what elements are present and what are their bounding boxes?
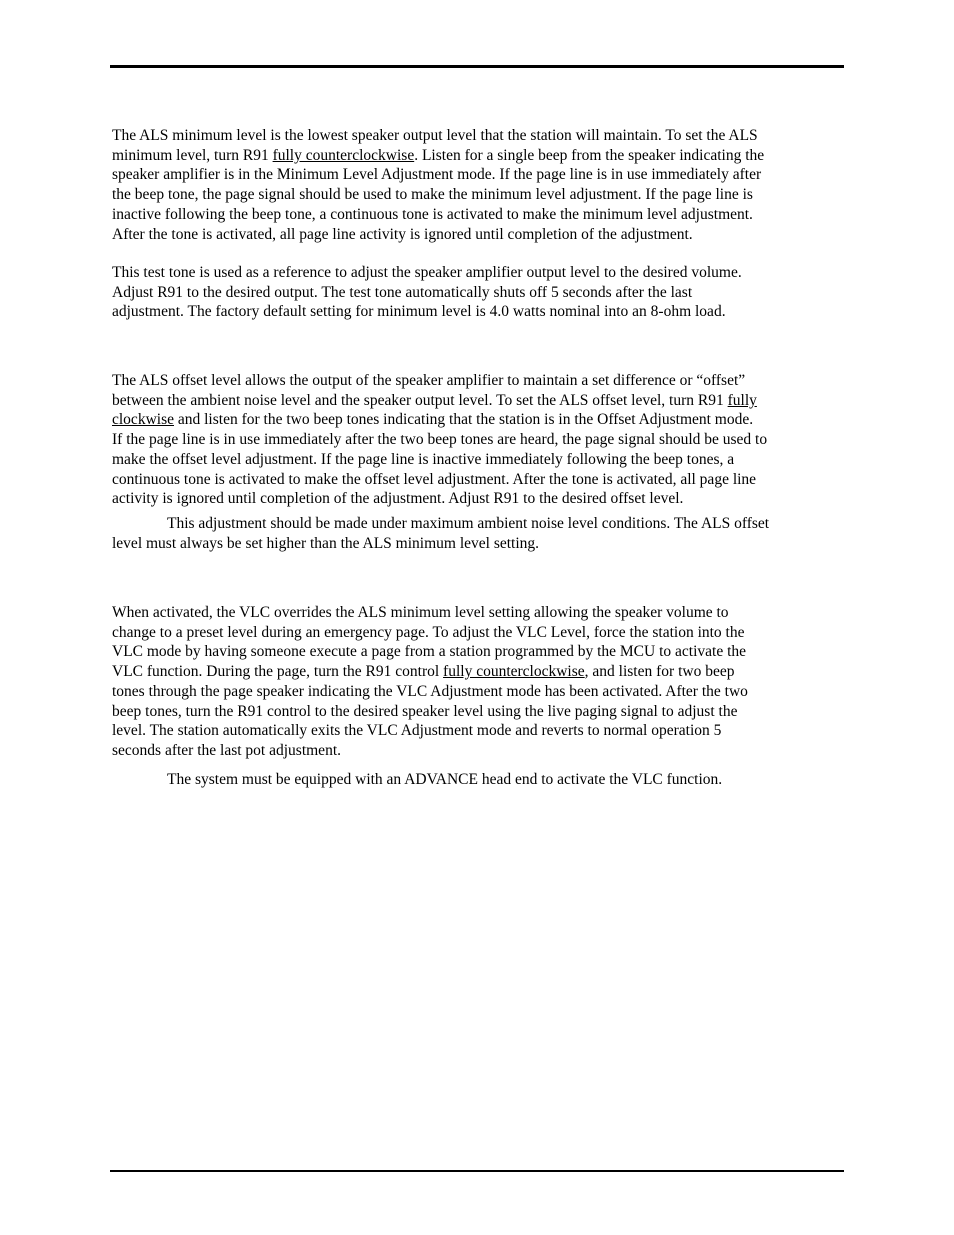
text-line: The ALS minimum level is the lowest speaker output level that the station will maintain. To set the ALS — [112, 127, 758, 144]
underlined-term: fully — [727, 391, 757, 409]
text-line: between the ambient noise level and the speaker output level. To set the ALS offset level, turn R91 fully — [112, 391, 757, 409]
test-tone-paragraph — [112, 263, 844, 322]
text-line: This adjustment should be made under maximum ambient noise level conditions. The ALS offset — [167, 515, 770, 532]
text-line: change to a preset level during an emergency page. To adjust the VLC Level, force the station into the — [112, 623, 745, 641]
text-line: continuous tone is activated to make the offset level adjustment. After the tone is activated, all page line — [112, 470, 757, 488]
text-line: This test tone is used as a reference to adjust the speaker amplifier output level to the desired volume. — [112, 264, 742, 281]
text-line: the beep tone, the page signal should be used to make the minimum level adjustment. If the page line is — [112, 186, 753, 204]
text-line: inactive following the beep tone, a continuous tone is activated to make the minimum level adjustment. — [112, 205, 753, 223]
text-line: VLC mode by having someone execute a page from a station programmed by the MCU to activate the — [112, 643, 747, 661]
text-line: If the page line is in use immediately after the two beep tones are heard, the page signal should be used to — [112, 431, 768, 449]
text-line: Adjust R91 to the desired output. The test tone automatically shuts off 5 seconds after the last — [112, 283, 693, 301]
footer-rule — [110, 1170, 844, 1172]
text-line: VLC function. During the page, turn the R91 control fully counterclockwise, and listen for two beep — [112, 663, 735, 681]
text-line: clockwise and listen for the two beep tones indicating that the station is in the Offset Adjustment mode. — [112, 411, 754, 429]
text-line: level. The station automatically exits the VLC Adjustment mode and reverts to normal operation 5 — [112, 722, 722, 740]
text-line: The system must be equipped with an ADVANCE head end to activate the VLC function. — [167, 771, 723, 788]
header-rule — [110, 65, 844, 68]
vlc-paragraph — [112, 603, 844, 761]
text-line: level must always be set higher than the ALS minimum level setting. — [112, 534, 540, 552]
text-line: tones through the page speaker indicating the VLC Adjustment mode has been activated. After the two — [112, 682, 748, 700]
text-line: speaker amplifier is in the Minimum Level Adjustment mode. If the page line is in use immediately after — [112, 166, 762, 184]
underlined-term: fully counterclockwise — [443, 663, 585, 681]
text-line: adjustment. The factory default setting for minimum level is 4.0 watts nominal into an 8-ohm load. — [112, 303, 726, 321]
text-line: make the offset level adjustment. If the page line is inactive immediately following the beep tones, a — [112, 450, 735, 468]
minimum-level-paragraph — [112, 126, 844, 244]
offset-level-paragraph — [112, 371, 844, 509]
text-line: When activated, the VLC overrides the ALS minimum level setting allowing the speaker volume to — [112, 604, 729, 621]
text-line: minimum level, turn R91 fully counterclockwise. Listen for a single beep from the speaker indicating the — [112, 146, 765, 164]
text-line: beep tones, turn the R91 control to the desired speaker level using the live paging signal to adjust the — [112, 702, 738, 720]
underlined-term: clockwise — [112, 411, 174, 429]
text-line: seconds after the last pot adjustment. — [112, 741, 341, 759]
text-line: The ALS offset level allows the output of the speaker amplifier to maintain a set difference or “offset” — [112, 372, 746, 389]
offset-note-paragraph — [112, 514, 844, 553]
underlined-term: fully counterclockwise — [272, 146, 415, 164]
text-line: After the tone is activated, all page line activity is ignored until completion of the adjustment. — [112, 225, 693, 243]
text-line: activity is ignored until completion of the adjustment. Adjust R91 to the desired offset level. — [112, 490, 684, 508]
vlc-note-paragraph — [112, 770, 844, 790]
